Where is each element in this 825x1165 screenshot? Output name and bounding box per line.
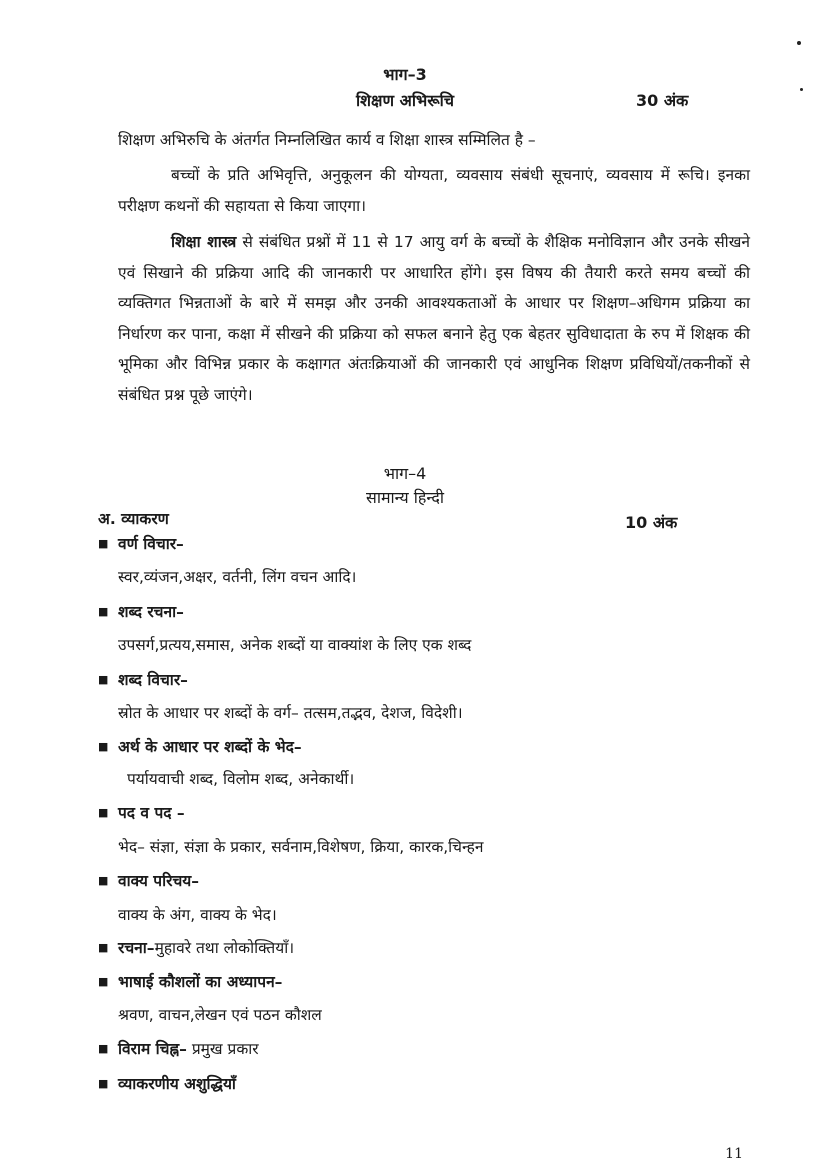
topic-item: ■ विराम चिह्न– प्रमुख प्रकार (98, 1040, 259, 1058)
part3-para2 (118, 227, 750, 410)
page-number: 11 (725, 1146, 743, 1162)
part3-title: शिक्षण अभिरूचि (356, 91, 454, 110)
topic-item: ■ भाषाई कौशलों का अध्यापन– (98, 973, 283, 991)
section-label: अ. व्याकरण (98, 510, 169, 528)
topic-detail: स्रोत के आधार पर शब्दों के वर्ग– तत्सम,तद्भव, देशज, विदेशी। (118, 704, 463, 722)
bullet-icon: ■ (98, 537, 109, 550)
topic-item: ■ शब्द विचार– (98, 671, 188, 689)
bullet-icon: ■ (98, 1077, 109, 1090)
bullet-icon: ■ (98, 605, 109, 618)
part3-para2-text: से संबंधित प्रश्नों में 11 से 17 आयु वर्ग के बच्चों के शैक्षिक मनोविज्ञान और उनके सीखने एवं सिखाने की प्रक्रिया आदि की जानकारी पर आधारित होंगे। इस विषय की तैयारी करते समय बच्चों की व्यक्तिगत भिन्नताओं के बारे में समझ और उनकी आवश्यकताओं के आधार पर शिक्षण–अधिगम प्रक्रिया का निर्धारण कर पाना, कक्षा में सीखने की प्रक्रिया को सफल बनाने हेतु एक बेहतर सुविधादाता के रुप में शिक्षक की भूमिका और विभिन्न प्रकार के कक्षागत अंतःक्रियाओं की जानकारी एवं आधुनिक शिक्षण प्रविधियों/तकनीकों से संबंधित प्रश्न पूछे जाएंगे। (118, 233, 750, 404)
topic-item: ■ पद व पद – (98, 804, 185, 822)
part4-marks: 10 अंक (625, 513, 678, 532)
part4-heading: भाग–4 (383, 464, 427, 483)
scan-speck (800, 88, 803, 91)
bullet-icon: ■ (98, 806, 109, 819)
topic-detail: स्वर,व्यंजन,अक्षर, वर्तनी, लिंग वचन आदि। (118, 568, 357, 586)
part3-heading: भाग–3 (383, 65, 427, 84)
pedagogy-term: शिक्षा शास्त्र (171, 233, 237, 251)
bullet-icon: ■ (98, 975, 109, 988)
topic-item: ■ वाक्य परिचय– (98, 872, 200, 890)
bullet-icon: ■ (98, 740, 109, 753)
part3-intro: शिक्षण अभिरुचि के अंतर्गत निम्नलिखित कार्य व शिक्षा शास्त्र सम्मिलित है – (118, 131, 536, 149)
topic-item: ■ रचना–मुहावरे तथा लोकोक्तियाँ। (98, 939, 295, 957)
scan-speck (797, 41, 801, 45)
topic-item: ■ अर्थ के आधार पर शब्दों के भेद– (98, 738, 302, 756)
topic-item: ■ व्याकरणीय अशुद्धियाँ (98, 1075, 236, 1093)
topic-detail: भेद– संज्ञा, संज्ञा के प्रकार, सर्वनाम,विशेषण, क्रिया, कारक,चिन्हन (118, 838, 484, 856)
topic-detail: श्रवण, वाचन,लेखन एवं पठन कौशल (118, 1006, 322, 1024)
part4-title: सामान्य हिन्दी (366, 488, 444, 507)
part3-para1: बच्चों के प्रति अभिवृत्ति, अनुकूलन की योग्यता, व्यवसाय संबंधी सूचनाएं, व्यवसाय में रूचि। इनका परीक्षण कथनों की सहायता से किया जाएगा। (118, 166, 750, 215)
bullet-icon: ■ (98, 673, 109, 686)
bullet-icon: ■ (98, 874, 109, 887)
topic-detail: पर्यायवाची शब्द, विलोम शब्द, अनेकार्थी। (127, 770, 355, 788)
topic-detail: वाक्य के अंग, वाक्य के भेद। (118, 906, 277, 924)
part3-marks: 30 अंक (636, 91, 689, 110)
bullet-icon: ■ (98, 1042, 109, 1055)
topic-item: ■ वर्ण विचार– (98, 535, 184, 553)
bullet-icon: ■ (98, 941, 109, 954)
topic-item: ■ शब्द रचना– (98, 603, 184, 621)
topic-detail: उपसर्ग,प्रत्यय,समास, अनेक शब्दों या वाक्यांश के लिए एक शब्द (118, 636, 472, 654)
